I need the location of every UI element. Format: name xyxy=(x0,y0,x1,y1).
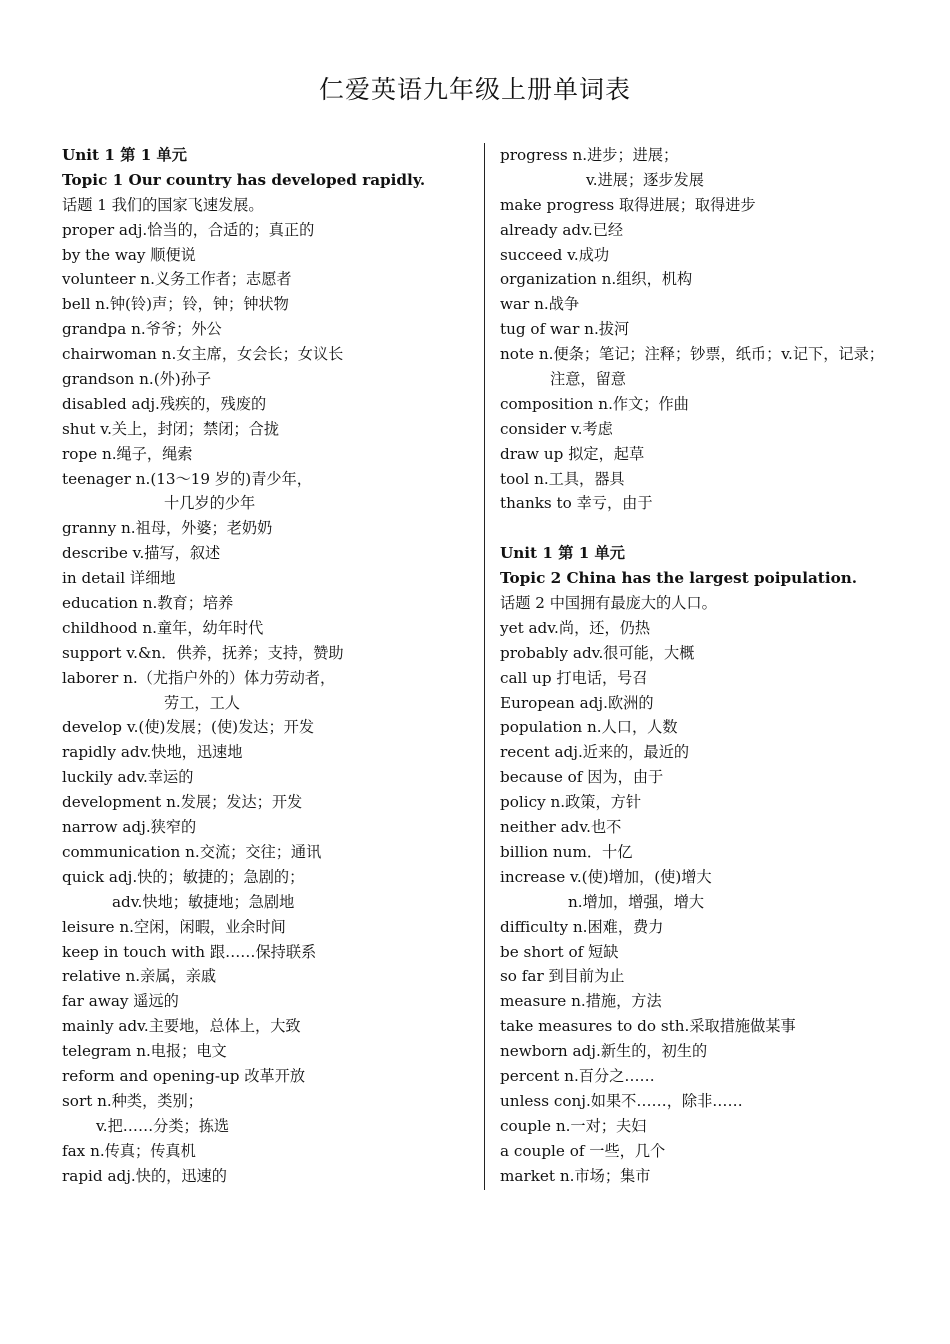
section-heading: Unit 1 第 1 单元 xyxy=(500,544,625,563)
vocab-entry: chairwoman n.女主席，女会长；女议长 xyxy=(62,345,344,364)
vocab-entry: note n.便条；笔记；注释；钞票，纸币；v.记下，记录； xyxy=(500,345,884,364)
vocab-entry: yet adv.尚，还，仍热 xyxy=(500,618,651,637)
vocab-entry: n.增加，增强，增大 xyxy=(568,892,705,911)
vocab-entry: education n.教育；培养 xyxy=(62,594,234,613)
vocab-entry: relative n.亲属，亲戚 xyxy=(62,967,217,986)
vocab-entry: narrow adj.狭窄的 xyxy=(62,818,197,837)
vocab-entry: shut v.关上，封闭；禁闭；合拢 xyxy=(62,419,279,438)
vocab-entry: rope n.绳子，绳索 xyxy=(62,444,193,463)
vocab-entry: progress n.进步；进展； xyxy=(500,146,679,164)
vocab-entry: war n.战争 xyxy=(500,295,580,314)
section-heading: Topic 2 China has the largest poipulation. xyxy=(500,569,858,588)
vocab-entry: so far 到目前为止 xyxy=(500,967,625,986)
vocab-entry: adv.快地；敏捷地；急剧地 xyxy=(112,892,295,911)
vocab-entry: rapid adj.快的，迅速的 xyxy=(62,1166,227,1185)
vocab-entry: already adv.已经 xyxy=(500,220,624,239)
vocab-entry: market n.市场；集市 xyxy=(500,1166,651,1185)
vocab-entry: teenager n.(13～19 岁的)青少年， xyxy=(62,469,312,488)
vocab-entry: describe v.描写，叙述 xyxy=(62,544,221,563)
vocab-entry: mainly adv.主要地，总体上，大致 xyxy=(62,1017,301,1036)
vocab-entry: grandson n.(外)孙子 xyxy=(62,370,212,389)
vocab-entry: billion num．十亿 xyxy=(500,842,633,861)
vocab-entry: a couple of 一些，几个 xyxy=(500,1141,666,1160)
vocab-entry: childhood n.童年，幼年时代 xyxy=(62,618,264,637)
vocab-entry: take measures to do sth.采取措施做某事 xyxy=(500,1017,796,1036)
vocab-entry: in detail 详细地 xyxy=(62,569,176,588)
vocab-entry: proper adj.恰当的，合适的；真正的 xyxy=(62,220,315,239)
vocab-entry: difficulty n.困难，费力 xyxy=(500,917,664,936)
vocab-entry: succeed v.成功 xyxy=(500,245,610,264)
vocab-entry: grandpa n.爷爷；外公 xyxy=(62,320,222,339)
vocab-entry: recent adj.近来的，最近的 xyxy=(500,743,690,762)
vocab-entry: make progress 取得进展；取得进步 xyxy=(500,195,756,214)
vocab-entry: unless conj.如果不……，除非…… xyxy=(500,1091,743,1110)
vocab-entry: keep in touch with 跟……保持联系 xyxy=(62,942,317,961)
vocab-entry: bell n.钟(铃)声；铃，钟；钟状物 xyxy=(62,295,289,314)
vocab-entry: couple n.一对；夫妇 xyxy=(500,1116,647,1135)
vocab-entry: population n.人口，人数 xyxy=(500,718,678,737)
vocab-entry: increase v.(使)增加，(使)增大 xyxy=(500,867,712,886)
vocab-entry: 话题 2 中国拥有最庞大的人口。 xyxy=(500,594,717,613)
vocab-entry: newborn adj.新生的，初生的 xyxy=(500,1042,708,1061)
vocab-entry: 注意，留意 xyxy=(550,370,626,389)
vocab-entry: policy n.政策，方针 xyxy=(500,793,642,812)
vocab-entry: granny n.祖母，外婆；老奶奶 xyxy=(62,519,273,538)
vocab-entry: organization n.组织，机构 xyxy=(500,270,693,289)
vocab-entry: communication n.交流；交往；通讯 xyxy=(62,842,322,861)
vocab-entry: European adj.欧洲的 xyxy=(500,693,654,712)
vocab-entry: be short of 短缺 xyxy=(500,942,619,961)
vocab-entry: telegram n.电报；电文 xyxy=(62,1042,227,1061)
vocab-entry: by the way 顺便说 xyxy=(62,245,196,264)
vocab-entry: develop v.(使)发展；(使)发达；开发 xyxy=(62,718,315,737)
vocab-entry: laborer n.（尤指户外的）体力劳动者， xyxy=(62,668,336,687)
vocab-entry: support v.&n．供养，抚养；支持，赞助 xyxy=(62,643,344,662)
vocab-entry: draw up 拟定，起草 xyxy=(500,444,645,463)
vocab-entry: 话题 1 我们的国家飞速发展。 xyxy=(62,195,264,214)
section-heading: Topic 1 Our country has developed rapidly. xyxy=(62,170,426,189)
vocab-entry: tug of war n.拔河 xyxy=(500,320,630,339)
vocab-entry: v.进展；逐步发展 xyxy=(586,170,704,189)
vocab-entry: disabled adj.残疾的，残废的 xyxy=(62,394,267,413)
vocab-entry: 劳工，工人 xyxy=(164,693,240,712)
vocab-entry: leisure n.空闲，闲暇，业余时间 xyxy=(62,917,286,936)
vocab-entry: v.把……分类；拣选 xyxy=(96,1116,230,1135)
vocab-entry: development n.发展；发达；开发 xyxy=(62,793,303,812)
vocab-entry: quick adj.快的；敏捷的；急剧的； xyxy=(62,867,305,886)
vocab-entry: composition n.作文；作曲 xyxy=(500,394,689,413)
vocab-entry: thanks to 幸亏，由于 xyxy=(500,494,653,513)
vocab-entry: because of 因为，由于 xyxy=(500,768,664,787)
vocab-entry: percent n.百分之…… xyxy=(500,1066,655,1085)
vocab-entry: call up 打电话，号召 xyxy=(500,668,648,687)
vocab-entry: far away 遥远的 xyxy=(62,992,179,1011)
section-heading: Unit 1 第 1 单元 xyxy=(62,146,187,164)
vocab-entry: tool n.工具，器具 xyxy=(500,469,625,488)
column-divider xyxy=(484,143,485,1190)
right-word-column xyxy=(500,143,920,1188)
vocab-entry: fax n.传真；传真机 xyxy=(62,1141,196,1160)
page-title: 仁爱英语九年级上册单词表 xyxy=(318,75,631,104)
vocab-entry: sort n.种类，类别； xyxy=(62,1091,203,1110)
vocab-entry: 十几岁的少年 xyxy=(164,494,256,513)
vocab-entry: neither adv.也不 xyxy=(500,818,622,837)
vocab-entry: luckily adv.幸运的 xyxy=(62,768,194,787)
vocab-entry: volunteer n.义务工作者；志愿者 xyxy=(62,270,292,289)
vocab-entry: measure n.措施，方法 xyxy=(500,992,662,1011)
left-word-column xyxy=(62,143,474,1188)
vocab-entry: consider v.考虑 xyxy=(500,419,613,438)
blank-line xyxy=(500,516,920,541)
vocab-entry: rapidly adv.快地，迅速地 xyxy=(62,743,243,762)
vocab-entry: reform and opening-up 改革开放 xyxy=(62,1066,306,1085)
vocab-entry: probably adv.很可能，大概 xyxy=(500,643,695,662)
